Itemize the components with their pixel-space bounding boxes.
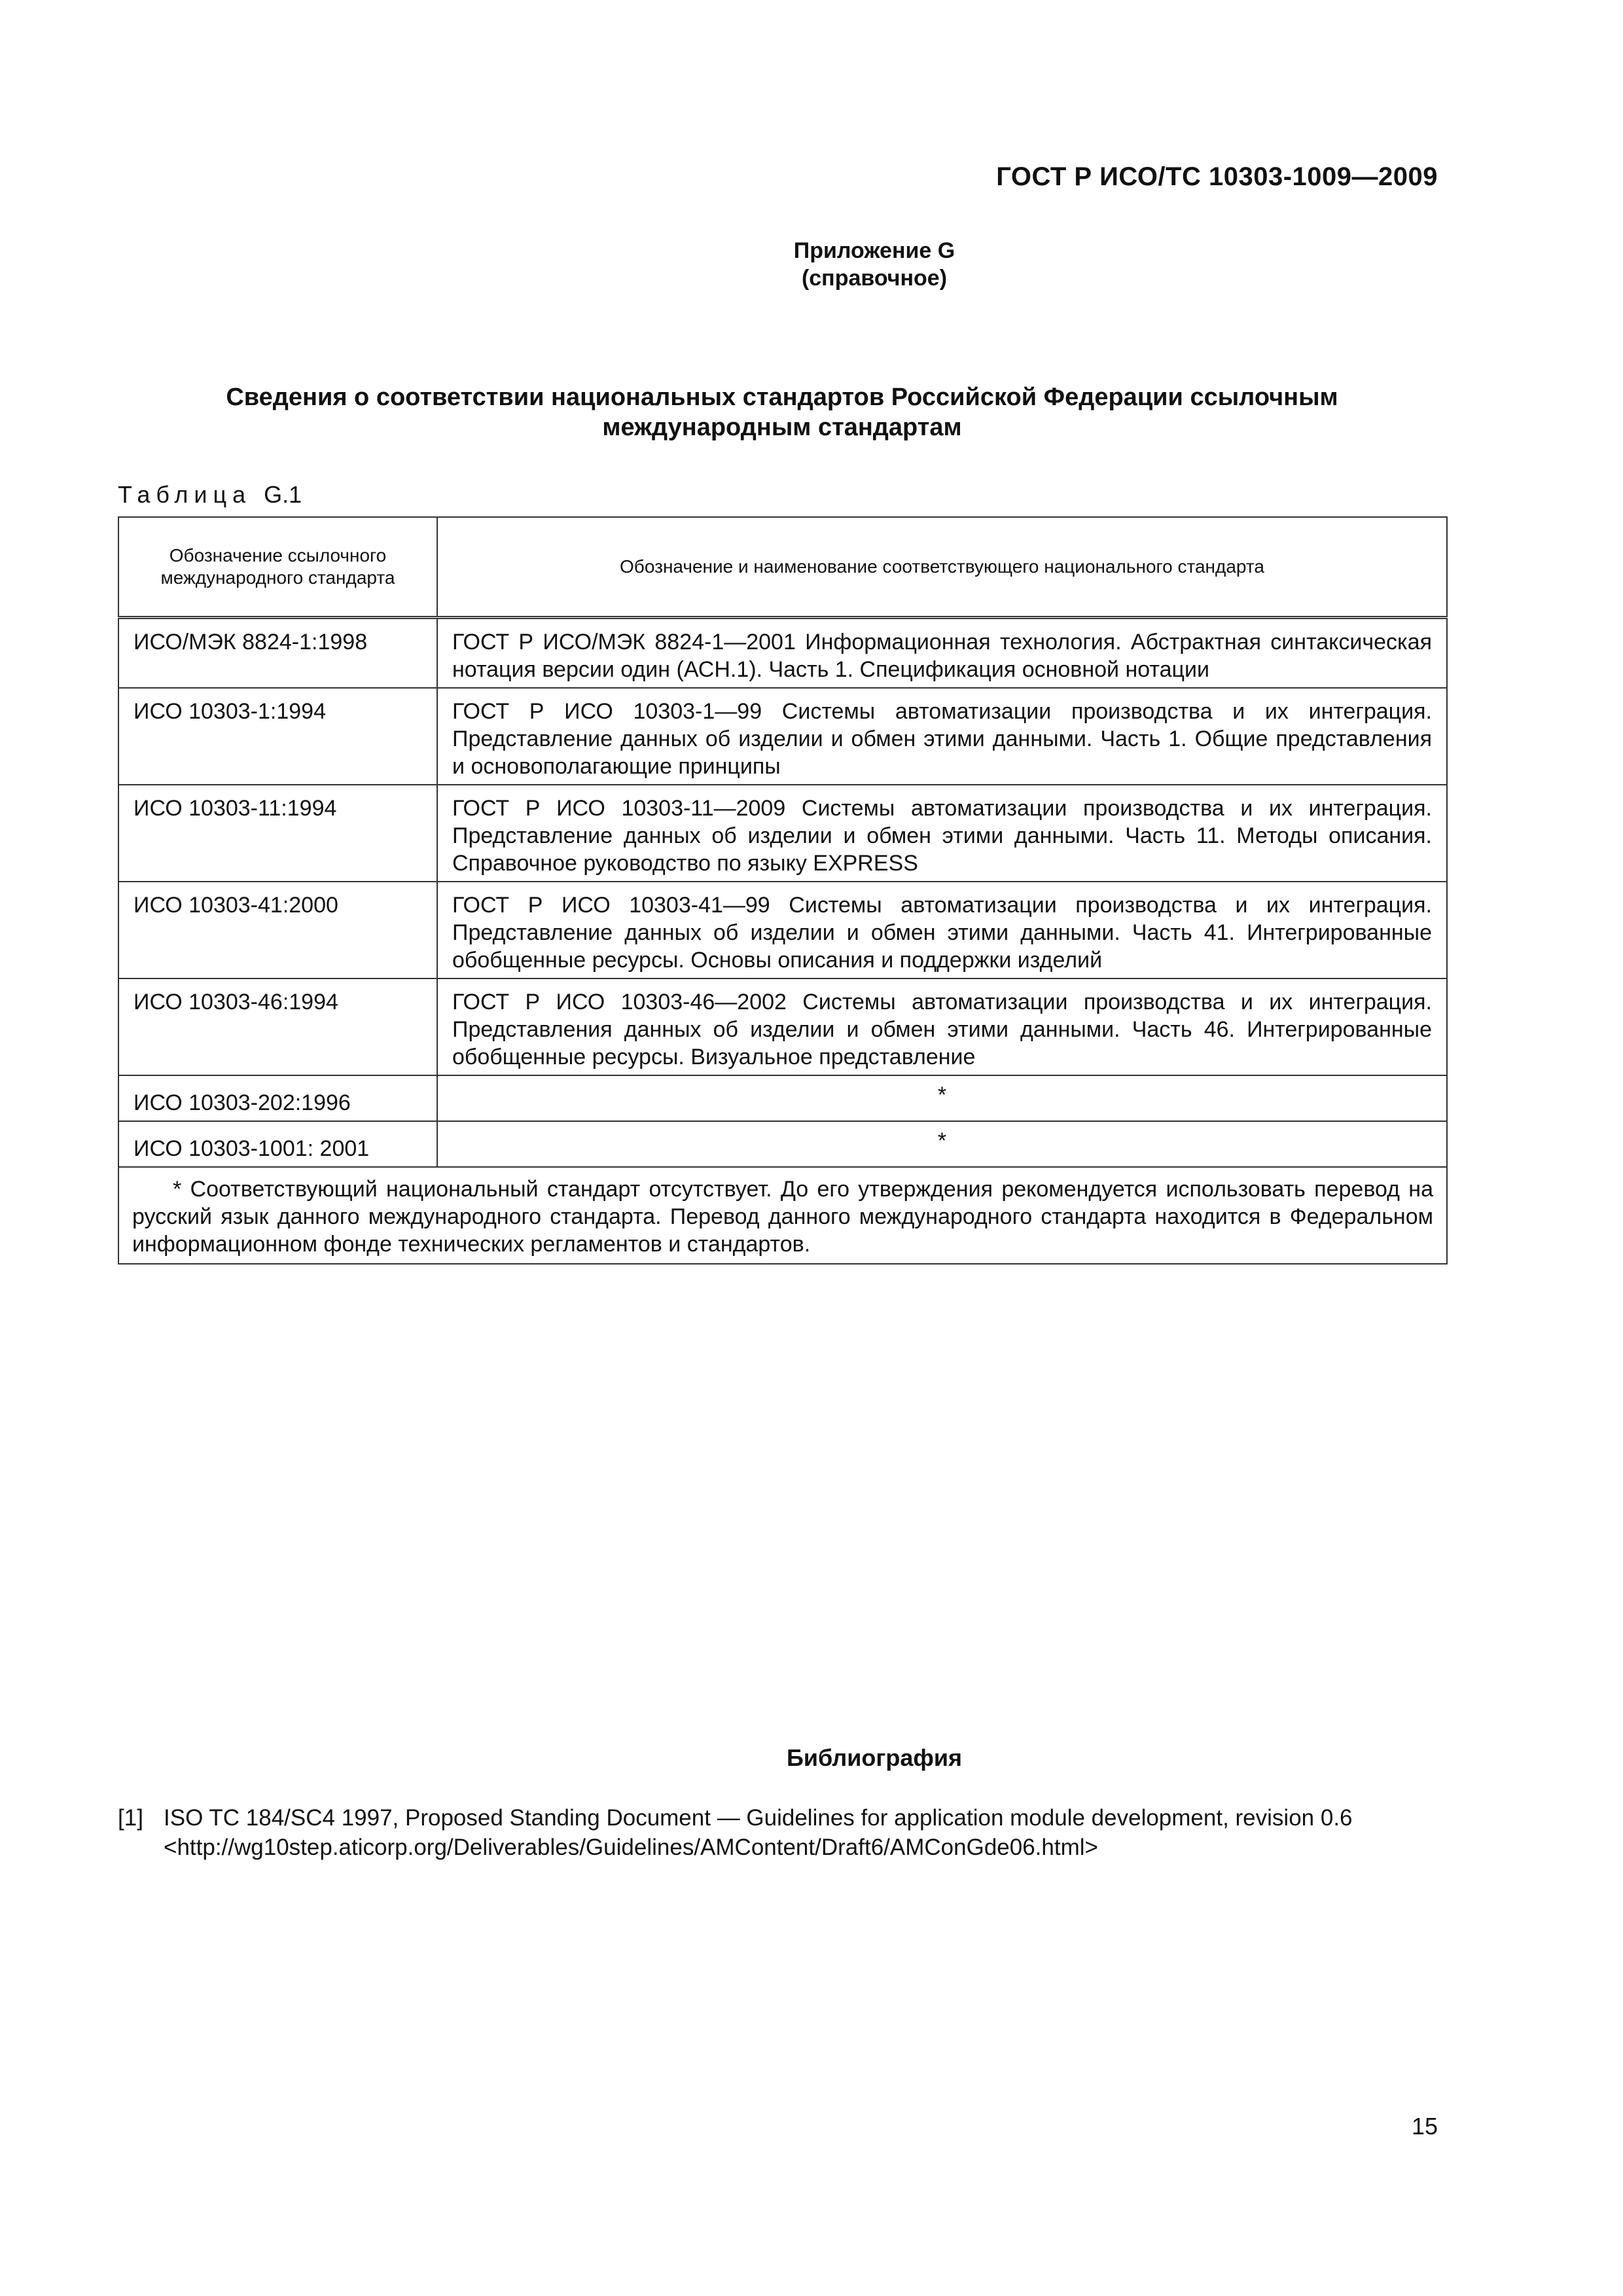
national-standard-cell: ГОСТ Р ИСО 10303-46—2002 Системы автоматизации производства и их интеграция. Представления данных об изделии и обмен этими данными. Часть 46. Интегрированные обобщенные ресурсы. Визуальное представление — [437, 978, 1447, 1075]
table-footnote-row — [118, 1167, 1447, 1264]
table-row — [118, 1121, 1447, 1167]
table-label — [118, 481, 302, 509]
table-label-number: G.1 — [264, 481, 302, 508]
section-title-line1: Сведения о соответствии национальных стандартов Российской Федерации ссылочным — [226, 384, 1338, 411]
bibliography-heading — [0, 1744, 1623, 1772]
table-footnote: * Соответствующий национальный стандарт отсутствует. До его утверждения рекомендуется использовать перевод на русский язык данного международного стандарта. Перевод данного международного стандарта находится в Федеральном информационном фонде технических регламентов и стандартов. — [118, 1167, 1447, 1264]
bibliography-entry-text: ISO TC 184/SC4 1997, Proposed Standing Document — Guidelines for application module development, revision 0.6 — [164, 1805, 1353, 1831]
national-standard-cell: ГОСТ Р ИСО 10303-11—2009 Системы автоматизации производства и их интеграция. Представление данных об изделии и обмен этими данными. Часть 11. Методы описания. Справочное руководство по языку EXPRESS — [437, 785, 1447, 882]
header-intl-standard: Обозначение ссылочного международного стандарта — [118, 517, 437, 618]
table-row — [118, 688, 1447, 785]
document-code: ГОСТ Р ИСО/ТС 10303-1009—2009 — [996, 162, 1438, 191]
table-row — [118, 618, 1447, 689]
national-standard-cell: ГОСТ Р ИСО 10303-1—99 Системы автоматизации производства и их интеграция. Представление данных об изделии и обмен этими данными. Часть 1. Общие представления и основополагающие принципы — [437, 688, 1447, 785]
bibliography-entry — [118, 1803, 1453, 1862]
section-title-line2: международным стандартам — [602, 414, 962, 441]
national-standard-cell: ГОСТ Р ИСО 10303-41—99 Системы автоматизации производства и их интеграция. Представление данных об изделии и обмен этими данными. Часть 41. Интегрированные обобщенные ресурсы. Основы описания и поддержки изделий — [437, 882, 1447, 978]
intl-standard-cell: ИСО 10303-1:1994 — [118, 688, 437, 785]
table-row — [118, 882, 1447, 978]
national-standard-cell: ГОСТ Р ИСО/МЭК 8824-1—2001 Информационная технология. Абстрактная синтаксическая нотация версии один (АСН.1). Часть 1. Спецификация основной нотации — [437, 618, 1447, 689]
table-row — [118, 1075, 1447, 1121]
section-title — [118, 382, 1446, 442]
national-standard-cell: * — [437, 1075, 1447, 1121]
intl-standard-cell: ИСО 10303-1001: 2001 — [118, 1121, 437, 1167]
table-header-row — [118, 517, 1447, 618]
intl-standard-cell: ИСО 10303-41:2000 — [118, 882, 437, 978]
intl-standard-cell: ИСО 10303-11:1994 — [118, 785, 437, 882]
annex-title: Приложение G — [793, 238, 955, 263]
intl-standard-cell: ИСО 10303-46:1994 — [118, 978, 437, 1075]
table-row — [118, 978, 1447, 1075]
table-row — [118, 785, 1447, 882]
annex-status: (справочное) — [801, 266, 948, 291]
bibliography-entry-url: <http://wg10step.aticorp.org/Deliverables/Guidelines/AMContent/Draft6/AMConGde06.html> — [164, 1835, 1098, 1860]
intl-standard-cell: ИСО/МЭК 8824-1:1998 — [118, 618, 437, 689]
page-number: 15 — [1411, 2113, 1438, 2140]
intl-standard-cell: ИСО 10303-202:1996 — [118, 1075, 437, 1121]
national-standard-cell: * — [437, 1121, 1447, 1167]
bibliography-heading-text: Библиография — [787, 1744, 962, 1771]
annex-heading — [0, 237, 1623, 292]
bibliography-entry-index: [1] — [118, 1805, 143, 1831]
table-label-word: Таблица — [118, 481, 252, 508]
correspondence-table — [118, 516, 1448, 1265]
header-national-standard: Обозначение и наименование соответствующего национального стандарта — [437, 517, 1447, 618]
